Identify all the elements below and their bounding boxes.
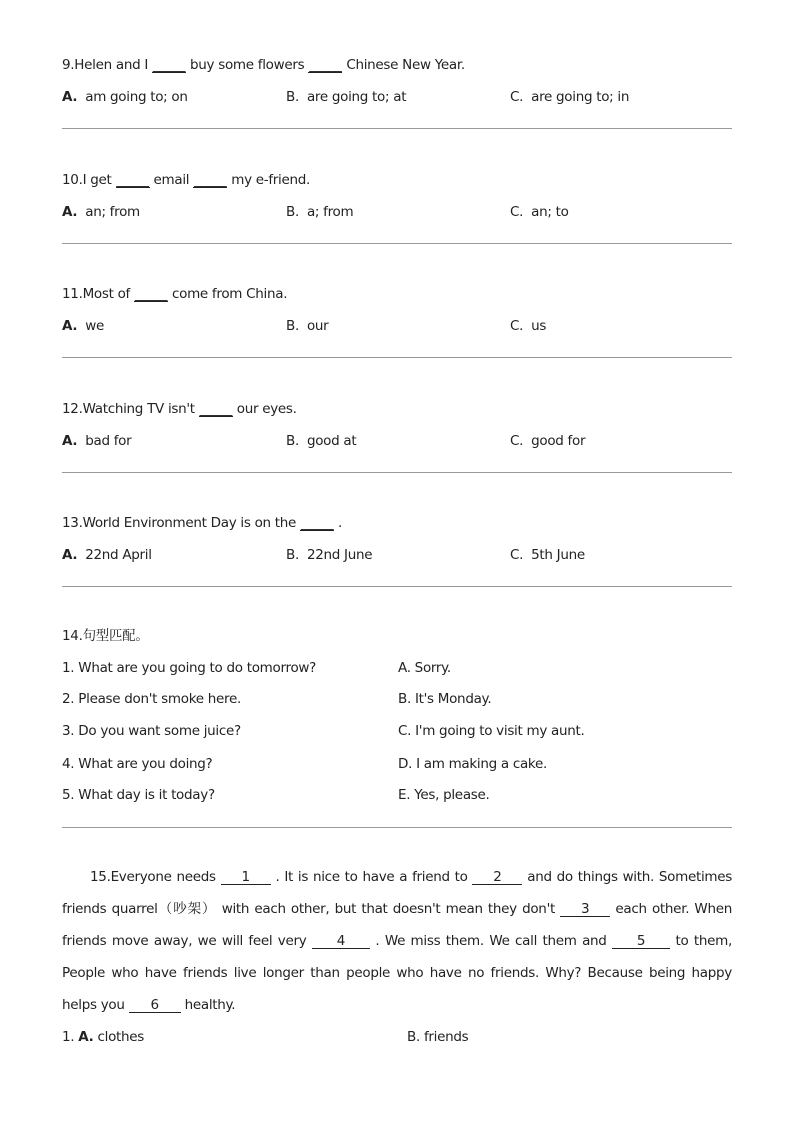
passage-text: healthy.	[180, 997, 236, 1013]
option-b: friends	[423, 1029, 469, 1045]
option-text: 22nd April	[85, 547, 152, 563]
answer-blank: _____	[116, 171, 149, 188]
option-text: are going to; at	[306, 89, 407, 105]
option-text: our	[306, 318, 329, 334]
question-stem	[62, 57, 465, 73]
option-c	[510, 204, 569, 220]
stem-text: 12.Watching TV isn't	[62, 400, 199, 417]
question-stem	[62, 286, 287, 302]
passage-text: . We miss them. We call them and	[369, 933, 613, 949]
option-letter: B.	[286, 318, 299, 334]
option-letter: B.	[286, 547, 299, 563]
option-text: are going to; in	[531, 89, 630, 105]
divider	[62, 472, 732, 473]
option-b	[286, 318, 328, 334]
option-text: us	[531, 318, 547, 334]
option-c	[510, 547, 585, 563]
option-text: bad for	[85, 432, 132, 449]
passage-text: 15.Everyone needs	[90, 869, 221, 885]
option-text: good at	[306, 432, 357, 449]
option-number: 1.	[62, 1029, 75, 1045]
question-stem	[62, 515, 342, 531]
option-b	[286, 547, 372, 563]
answer-blank: _____	[199, 400, 232, 417]
option-a	[62, 204, 140, 220]
option-a	[62, 89, 188, 105]
option-letter: B.	[407, 1029, 420, 1045]
option-letter: C.	[510, 432, 524, 449]
stem-text: 11.Most of	[62, 286, 134, 302]
option-text: a; from	[306, 203, 354, 220]
option-text: 5th June	[531, 547, 585, 563]
answer-blank: _____	[300, 515, 334, 531]
blank-6: 6	[129, 999, 181, 1013]
option-letter: B.	[286, 203, 299, 220]
question-title: 14.句型匹配。	[62, 628, 149, 644]
question-stem	[62, 401, 297, 417]
stem-text: our eyes.	[232, 400, 297, 417]
option-text: an; from	[85, 203, 140, 220]
passage-text: to them, People who have friends live longer than people who have no friends. Why? Because being happy helps you	[62, 933, 732, 1013]
stem-text: email	[149, 171, 194, 188]
blank-4: 4	[312, 935, 370, 949]
cloze-option-b	[407, 1029, 468, 1045]
stem-text: buy some flowers	[186, 57, 309, 73]
option-a	[62, 547, 152, 563]
stem-text: my e-friend.	[227, 171, 311, 188]
passage-text: each other. When friends move away, we will feel very	[62, 901, 732, 949]
stem-text: Chinese New Year.	[342, 57, 465, 73]
option-letter: B.	[286, 89, 299, 105]
option-c	[510, 318, 546, 334]
blank-3: 3	[560, 903, 610, 917]
match-answer: D. I am making a cake.	[398, 756, 547, 772]
stem-text: come from China.	[168, 286, 288, 302]
option-b	[286, 89, 406, 105]
option-letter: A.	[78, 1029, 94, 1045]
divider	[62, 827, 732, 828]
match-answer: C. I'm going to visit my aunt.	[398, 723, 585, 739]
stem-text: 10.I get	[62, 171, 116, 188]
passage-text: and do things with. Sometimes friends quarrel（吵架） with each other, but that doesn't mean they don't	[62, 869, 732, 917]
match-question: 3. Do you want some juice?	[62, 723, 241, 739]
blank-1: 1	[221, 871, 271, 885]
option-letter: A.	[62, 432, 78, 449]
option-letter: C.	[510, 547, 524, 563]
blank-5: 5	[612, 935, 670, 949]
divider	[62, 128, 732, 129]
question-stem	[62, 172, 310, 188]
passage-text: . It is nice to have a friend to	[270, 869, 473, 885]
match-answer: A. Sorry.	[398, 660, 451, 676]
option-text: 22nd June	[306, 547, 373, 563]
option-a: clothes	[97, 1029, 145, 1045]
answer-blank: _____	[194, 171, 227, 188]
option-letter: A.	[62, 547, 78, 563]
stem-text: .	[334, 515, 343, 531]
answer-blank: _____	[309, 57, 342, 73]
option-text: we	[85, 318, 104, 334]
divider	[62, 243, 732, 244]
match-question: 1. What are you going to do tomorrow?	[62, 660, 317, 676]
option-a	[62, 318, 104, 334]
answer-blank: _____	[152, 57, 186, 73]
option-letter: C.	[510, 89, 524, 105]
option-text: am going to; on	[85, 89, 188, 105]
cloze-option-row	[62, 1029, 144, 1045]
option-letter: A.	[62, 318, 78, 334]
option-letter: A.	[62, 89, 78, 105]
option-b	[286, 433, 356, 449]
divider	[62, 586, 732, 587]
option-b	[286, 204, 353, 220]
option-text: an; to	[531, 203, 569, 220]
stem-text: 9.Helen and I	[62, 57, 153, 73]
option-letter: A.	[62, 203, 78, 220]
match-question: 4. What are you doing?	[62, 756, 213, 772]
option-text: good for	[531, 432, 586, 449]
match-question: 2. Please don't smoke here.	[62, 691, 241, 707]
option-letter: C.	[510, 318, 524, 334]
option-a	[62, 433, 131, 449]
divider	[62, 357, 732, 358]
cloze-passage	[62, 861, 732, 1021]
answer-blank: _____	[134, 286, 168, 302]
match-answer: B. It's Monday.	[398, 691, 492, 707]
option-letter: C.	[510, 203, 524, 220]
stem-text: 13.World Environment Day is on the	[62, 515, 301, 531]
option-letter: B.	[286, 432, 299, 449]
option-c	[510, 89, 629, 105]
match-answer: E. Yes, please.	[398, 787, 490, 803]
match-question: 5. What day is it today?	[62, 787, 215, 803]
option-c	[510, 433, 585, 449]
blank-2: 2	[472, 871, 522, 885]
